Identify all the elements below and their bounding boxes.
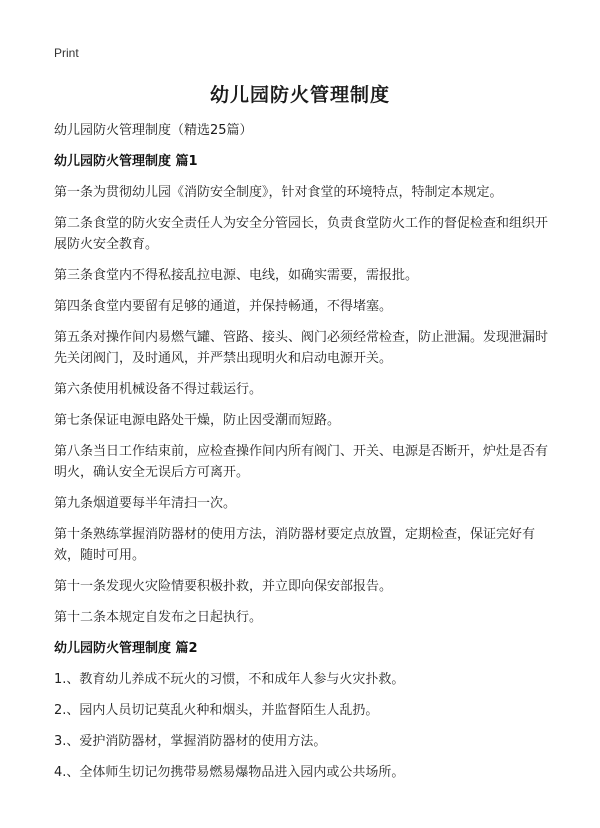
article-10: 第十条熟练掌握消防器材的使用方法，消防器材要定点放置，定期检查，保证完好有效，随时可用。 <box>54 527 536 563</box>
article-8: 第八条当日工作结束前，应检查操作间内所有阀门、开关、电源是否断开，炉灶是否有明火，确认安全无误后方可离开。 <box>54 444 549 480</box>
print-label[interactable]: Print <box>54 46 79 60</box>
document-title: 幼儿园防火管理制度 <box>209 84 390 106</box>
list-item: 2.、园内人员切记莫乱火种和烟头，并监督陌生人乱扔。 <box>54 703 379 718</box>
section-heading-2: 幼儿园防火管理制度 篇2 <box>54 641 198 656</box>
list-item: 3.、爱护消防器材，掌握消防器材的使用方法。 <box>54 734 327 749</box>
article-6: 第六条使用机械设备不得过载运行。 <box>54 382 263 397</box>
document-subtitle: 幼儿园防火管理制度（精选25篇） <box>54 123 253 138</box>
article-7: 第七条保证电源电路处干燥，防止因受潮而短路。 <box>54 413 341 428</box>
article-9: 第九条烟道要每半年清扫一次。 <box>54 496 237 511</box>
article-4: 第四条食堂内要留有足够的通道，并保持畅通，不得堵塞。 <box>54 299 393 314</box>
list-item: 4.、全体师生切记勿携带易燃易爆物品进入园内或公共场所。 <box>54 765 405 780</box>
article-5: 第五条对操作间内易燃气罐、管路、接头、阀门必须经常检查，防止泄漏。发现泄漏时先关闭阀门，及时通风，并严禁出现明火和启动电源开关。 <box>54 330 549 366</box>
article-3: 第三条食堂内不得私接乱拉电源、电线，如确实需要，需报批。 <box>54 268 419 283</box>
document-body <box>54 120 554 793</box>
list-item: 1.、教育幼儿养成不玩火的习惯，不和成年人参与火灾扑救。 <box>54 672 405 687</box>
section-heading-1: 幼儿园防火管理制度 篇1 <box>54 154 198 169</box>
article-1: 第一条为贯彻幼儿园《消防安全制度》，针对食堂的环境特点，特制定本规定。 <box>54 185 503 200</box>
article-11: 第十一条发现火灾险情要积极扑救，并立即向保安部报告。 <box>54 579 393 594</box>
article-2: 第二条食堂的防火安全责任人为安全分管园长，负责食堂防火工作的督促检查和组织开展防火安全教育。 <box>54 216 549 252</box>
article-12: 第十二条本规定自发布之日起执行。 <box>54 610 263 625</box>
